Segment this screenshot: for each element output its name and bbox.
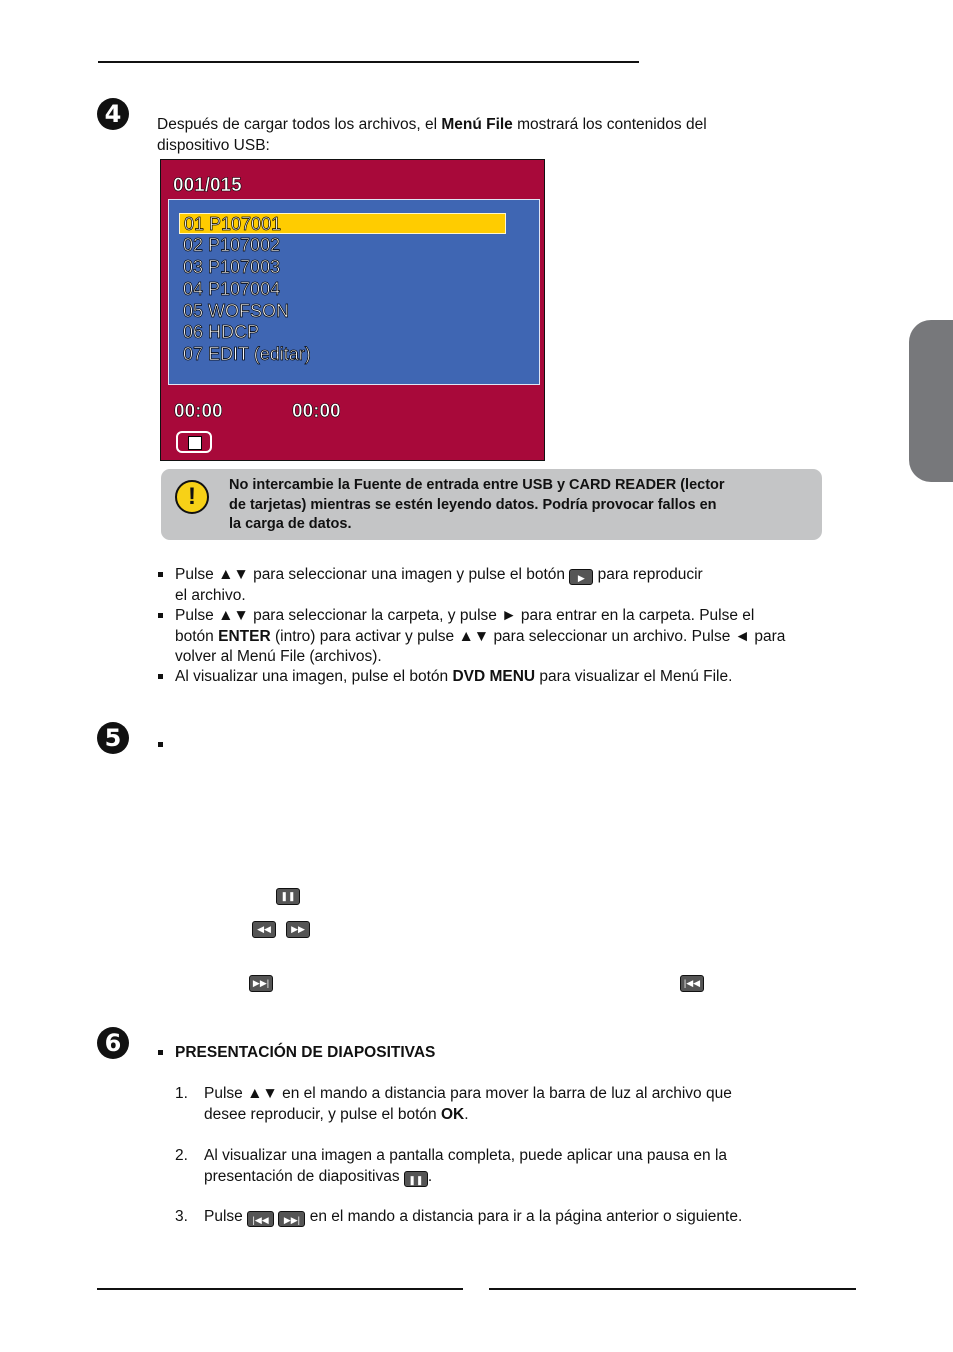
previous-track-icon: |◀◀ xyxy=(680,975,704,992)
footer-rule-right xyxy=(489,1288,856,1290)
warning-text: No intercambie la Fuente de entrada entre USB y CARD READER (lector de tarjetas) mientras se estén leyendo datos. Podría provocar fallos en la carga de datos. xyxy=(229,477,725,532)
bullet-marker xyxy=(158,572,163,577)
warning-icon: ! xyxy=(175,480,209,514)
stop-icon[interactable] xyxy=(176,431,212,453)
file-list-item[interactable]: 05 WOFSON xyxy=(183,301,290,321)
file-list-item[interactable]: 07 EDIT (editar) xyxy=(183,344,311,364)
list-number: 3. xyxy=(175,1208,188,1225)
step-4-intro: Después de cargar todos los archivos, el Menú File mostrará los contenidos del dispositivo USB: xyxy=(157,116,707,154)
pause-icon: ❚❚ xyxy=(404,1171,428,1187)
slideshow-step-2: Al visualizar una imagen a pantalla completa, puede aplicar una pausa en la presentación de diapositivas ❚❚ . xyxy=(204,1147,728,1185)
step-6-badge: 6 xyxy=(97,1027,129,1059)
file-list-item-selected[interactable]: 01 P107001 xyxy=(179,213,506,234)
file-list-item[interactable]: 06 HDCP xyxy=(183,322,260,342)
warning-note xyxy=(161,469,822,540)
next-track-icon: ▶▶| xyxy=(278,1211,305,1227)
pause-icon: ❚❚ xyxy=(276,888,300,905)
slideshow-heading: PRESENTACIÓN DE DIAPOSITIVAS xyxy=(175,1044,436,1061)
rewind-icon: ◀◀ xyxy=(252,921,276,938)
file-list xyxy=(168,199,540,385)
time-total: 00:00 xyxy=(292,401,341,422)
step-4-badge: 4 xyxy=(97,98,129,130)
bullet-marker xyxy=(158,742,163,747)
time-elapsed: 00:00 xyxy=(174,401,223,422)
bullet-select-folder: Pulse ▲▼ para seleccionar la carpeta, y pulse ► para entrar en la carpeta. Pulse el botón ENTER (intro) para activar y pulse ▲▼ para seleccionar un archivo. Pulse ◄ para volver al Menú File (archivos). xyxy=(175,607,786,665)
list-number: 1. xyxy=(175,1085,188,1102)
language-side-tab xyxy=(909,320,953,482)
footer-rule-left xyxy=(97,1288,463,1290)
previous-track-icon: |◀◀ xyxy=(247,1211,274,1227)
play-icon: ▶ xyxy=(569,569,593,585)
bullet-select-image: Pulse ▲▼ para seleccionar una imagen y pulse el botón ▶ para reproducir el archivo. xyxy=(175,566,703,604)
next-track-icon: ▶▶| xyxy=(249,975,273,992)
file-counter: 001/015 xyxy=(173,175,242,196)
fast-forward-icon: ▶▶ xyxy=(286,921,310,938)
slideshow-step-1: Pulse ▲▼ en el mando a distancia para mover la barra de luz al archivo que desee reproducir, y pulse el botón OK. xyxy=(204,1085,732,1123)
file-list-item[interactable]: 03 P107003 xyxy=(183,257,281,277)
usb-file-menu-screen xyxy=(160,159,545,461)
bullet-dvd-menu: Al visualizar una imagen, pulse el botón DVD MENU para visualizar el Menú File. xyxy=(175,668,733,685)
step-5-badge: 5 xyxy=(97,722,129,754)
file-list-item[interactable]: 04 P107004 xyxy=(183,279,281,299)
bullet-marker xyxy=(158,674,163,679)
list-number: 2. xyxy=(175,1147,188,1164)
bullet-marker xyxy=(158,1050,163,1055)
bullet-marker xyxy=(158,613,163,618)
file-list-item[interactable]: 02 P107002 xyxy=(183,235,281,255)
header-rule xyxy=(98,61,639,63)
slideshow-step-3: Pulse |◀◀ ▶▶| en el mando a distancia para ir a la página anterior o siguiente. xyxy=(204,1208,743,1225)
